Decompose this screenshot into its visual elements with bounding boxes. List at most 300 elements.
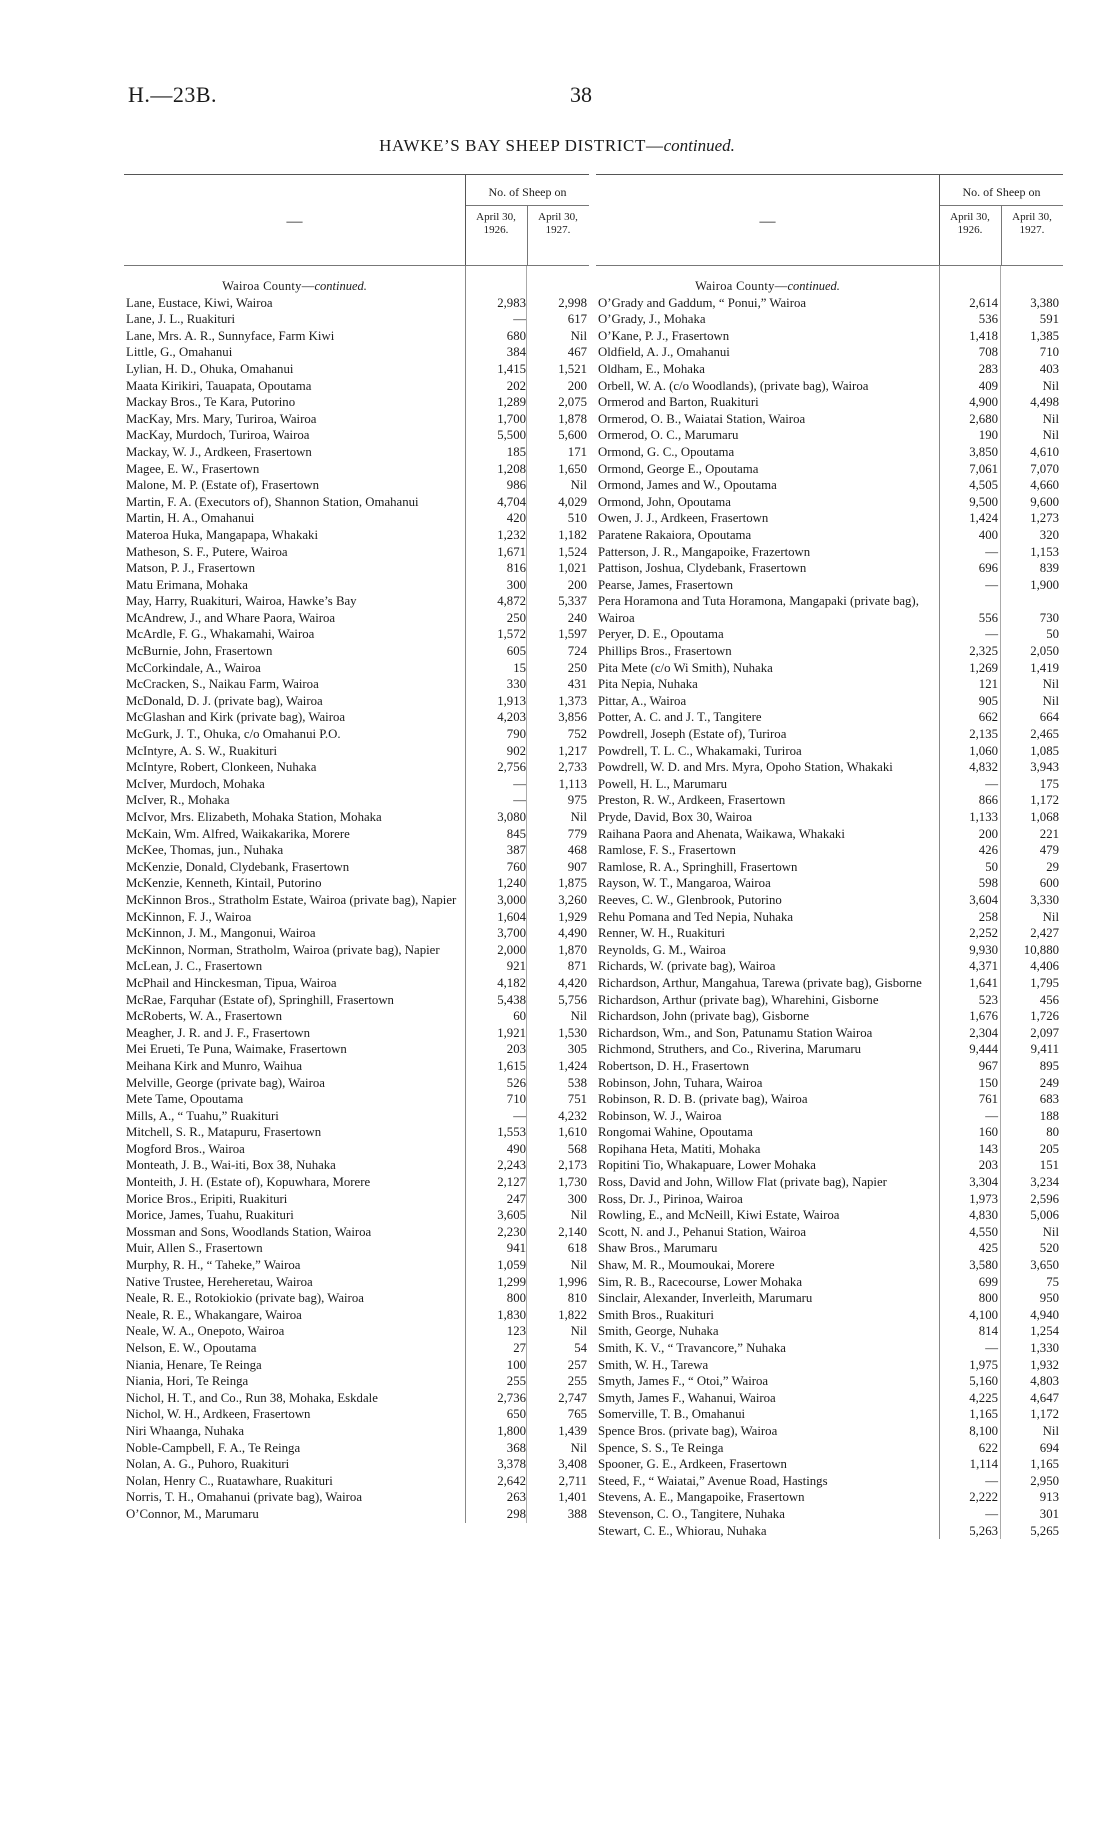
table-row <box>124 1357 589 1374</box>
sheep-count-1926: 2,252 <box>969 926 998 941</box>
sheep-count-1927: 75 <box>1046 1274 1059 1289</box>
sheep-count-1926: 9,500 <box>969 494 998 509</box>
owner-name: O’Connor, M., Marumaru <box>126 1506 259 1521</box>
table-row <box>124 826 589 843</box>
owner-name: Mackay Bros., Te Kara, Putorino <box>126 395 296 410</box>
sheep-count-1927: 4,803 <box>1030 1374 1059 1389</box>
county-heading: Wairoa County—continued. <box>695 279 840 293</box>
sheep-count-1926: 1,208 <box>497 461 526 476</box>
sheep-count-1926: — <box>985 544 998 559</box>
owner-name: Nolan, A. G., Puhoro, Ruakituri <box>126 1457 290 1472</box>
sheep-count-1927: 1,439 <box>558 1423 587 1438</box>
owner-name: Peryer, D. E., Opoutama <box>598 627 724 642</box>
owner-name: Rowling, E., and McNeill, Kiwi Estate, Wairoa <box>598 1208 840 1223</box>
table-row <box>124 1456 589 1473</box>
owner-name: McAndrew, J., and Whare Paora, Wairoa <box>126 610 336 625</box>
sheep-count-1927: Nil <box>1042 677 1059 692</box>
owner-name: Sinclair, Alexander, Inverleith, Marumaru <box>598 1291 813 1306</box>
sheep-count-1926: — <box>985 1108 998 1123</box>
table-row <box>124 527 589 544</box>
table-row <box>596 1423 1063 1440</box>
owner-name: MacKay, Murdoch, Turiroa, Wairoa <box>126 428 310 443</box>
table-row <box>124 593 589 610</box>
table-header <box>124 174 589 266</box>
sheep-count-1926: 1,060 <box>969 743 998 758</box>
sheep-count-1926: — <box>513 1108 526 1123</box>
owner-name: Pita Mete (c/o Wi Smith), Nuhaka <box>598 660 773 675</box>
sheep-count-1927: 4,940 <box>1030 1307 1059 1322</box>
sheep-count-1927: 600 <box>1039 876 1059 891</box>
sheep-count-1927: 1,373 <box>558 693 587 708</box>
table-row <box>596 510 1063 527</box>
table-row <box>596 1473 1063 1490</box>
sheep-count-1926: 866 <box>978 793 998 808</box>
sheep-count-1926: 100 <box>506 1357 526 1372</box>
sheep-count-1927: 3,650 <box>1030 1258 1059 1273</box>
sheep-count-1926: 1,424 <box>969 511 998 526</box>
sheep-count-1927: 479 <box>1039 843 1059 858</box>
table-row <box>124 1207 589 1224</box>
owner-name: Richardson, Arthur (private bag), Wharehini, Gisborne <box>598 992 879 1007</box>
col-1926-header: April 30, 1926. <box>950 211 990 236</box>
sheep-count-1927: Nil <box>570 478 587 493</box>
sheep-count-1926: 123 <box>506 1324 526 1339</box>
sheep-count-1927: 3,234 <box>1030 1175 1059 1190</box>
sheep-count-1926: 387 <box>506 843 526 858</box>
sheep-count-1926: 1,975 <box>969 1357 998 1372</box>
owner-name: Smith, K. V., “ Travancore,” Nuhaka <box>598 1341 786 1355</box>
owner-name: McKinnon, F. J., Wairoa <box>126 909 252 924</box>
owner-name: Rayson, W. T., Mangaroa, Wairoa <box>598 876 771 891</box>
sheep-count-1927: 1,165 <box>1030 1457 1059 1472</box>
sheep-count-1926: 3,850 <box>969 444 998 459</box>
owner-name: Phillips Bros., Frasertown <box>598 644 732 659</box>
owner-name: McPhail and Hinckesman, Tipua, Wairoa <box>126 975 337 990</box>
owner-name: Reynolds, G. M., Wairoa <box>598 942 726 957</box>
sheep-count-1926: 941 <box>506 1241 526 1256</box>
sheep-count-1927: 456 <box>1039 992 1059 1007</box>
table-row <box>124 792 589 809</box>
sheep-count-1926: 3,580 <box>969 1258 998 1273</box>
sheep-count-1926: 2,127 <box>497 1175 526 1190</box>
sheep-count-1927: 810 <box>567 1291 587 1306</box>
owner-name: Robinson, R. D. B. (private bag), Wairoa <box>598 1092 808 1107</box>
sheep-count-1927: 765 <box>567 1407 587 1422</box>
owner-name: Spooner, G. E., Ardkeen, Frasertown <box>598 1457 787 1472</box>
sheep-count-1926: 300 <box>506 577 526 592</box>
owner-name: Pattison, Joshua, Clydebank, Frasertown <box>598 561 807 576</box>
owner-name: McRae, Farquhar (Estate of), Springhill, Frasertown <box>126 992 394 1007</box>
sheep-count-1926: 4,900 <box>969 395 998 410</box>
owner-name: Paratene Rakaiora, Opoutama <box>598 527 752 542</box>
owner-name: Nelson, E. W., Opoutama <box>126 1341 257 1355</box>
table-row <box>124 1274 589 1291</box>
sheep-count-1927: 617 <box>567 312 587 327</box>
sheep-count-1927: 5,600 <box>558 428 587 443</box>
owner-name: Robinson, John, Tuhara, Wairoa <box>598 1075 763 1090</box>
table-row <box>124 1075 589 1092</box>
sheep-count-1927: 175 <box>1039 776 1059 791</box>
sheep-count-1926: 845 <box>506 826 526 841</box>
sheep-count-1927: 4,498 <box>1030 395 1059 410</box>
owner-name: Oldfield, A. J., Omahanui <box>598 345 730 360</box>
owner-name: Monteith, J. H. (Estate of), Kopuwhara, Morere <box>126 1175 371 1190</box>
sheep-count-1926: 202 <box>506 378 526 393</box>
table-row <box>596 1240 1063 1257</box>
sheep-count-1926: 5,160 <box>969 1374 998 1389</box>
sheep-count-1926: 1,604 <box>497 909 526 924</box>
sheep-count-1927: 1,597 <box>558 627 587 642</box>
table-row <box>124 1191 589 1208</box>
sheep-count-1927: 4,610 <box>1030 444 1059 459</box>
table-row <box>596 544 1063 561</box>
table-row <box>596 875 1063 892</box>
sheep-count-1926: 662 <box>978 710 998 725</box>
owner-name: Richards, W. (private bag), Wairoa <box>598 959 776 974</box>
sheep-count-1927: 9,600 <box>1030 494 1059 509</box>
sheep-count-1927: 975 <box>567 793 587 808</box>
sheep-count-1927: Nil <box>570 1258 587 1273</box>
owner-name: Smith, George, Nuhaka <box>598 1324 719 1339</box>
sheep-count-1927: 730 <box>1039 610 1059 625</box>
sheep-count-1927: 2,596 <box>1030 1191 1059 1206</box>
owner-name: Meihana Kirk and Munro, Waihua <box>126 1058 303 1073</box>
sheep-count-1927: 200 <box>567 378 587 393</box>
sheep-count-1927: Nil <box>1042 693 1059 708</box>
sheep-count-1926: 2,983 <box>497 295 526 310</box>
table-row <box>124 1440 589 1457</box>
sheep-count-1926: 5,438 <box>497 992 526 1007</box>
owner-name: Morice Bros., Eripiti, Ruakituri <box>126 1191 288 1206</box>
sheep-count-1926: 190 <box>978 428 998 443</box>
sheep-count-1926: 258 <box>978 909 998 924</box>
sheep-count-1927: 205 <box>1039 1141 1059 1156</box>
table-row <box>596 411 1063 428</box>
table-row <box>596 942 1063 959</box>
owner-name: Lane, J. L., Ruakituri <box>126 312 236 327</box>
sheep-count-1927: 3,856 <box>558 710 587 725</box>
sheep-count-1927: 467 <box>567 345 587 360</box>
owner-name: McArdle, F. G., Whakamahi, Wairoa <box>126 627 315 642</box>
sheep-count-1927: 1,113 <box>558 776 587 791</box>
sheep-count-1927: 1,085 <box>1030 743 1059 758</box>
sheep-count-1926: 4,203 <box>497 710 526 725</box>
sheep-count-1926: 986 <box>506 478 526 493</box>
owner-column-header: — <box>286 213 303 230</box>
sheep-count-1927: 950 <box>1039 1291 1059 1306</box>
sheep-count-1926: 556 <box>978 610 998 625</box>
sheep-count-1926: 1,641 <box>969 975 998 990</box>
table-row <box>596 743 1063 760</box>
sheep-count-1927: 913 <box>1039 1490 1059 1505</box>
sheep-count-1926: 143 <box>978 1141 998 1156</box>
table-row <box>124 394 589 411</box>
sheep-count-1926: 250 <box>506 610 526 625</box>
table-row <box>596 1141 1063 1158</box>
table-row <box>124 1157 589 1174</box>
owner-name: Monteath, J. B., Wai-iti, Box 38, Nuhaka <box>126 1158 336 1173</box>
owner-name: McGurk, J. T., Ohuka, c/o Omahanui P.O. <box>126 727 341 742</box>
table-row <box>124 875 589 892</box>
sheep-count-1927: 3,943 <box>1030 760 1059 775</box>
sheep-count-1926: 27 <box>513 1341 526 1355</box>
owner-name: McIver, Murdoch, Mohaka <box>126 776 265 791</box>
owner-name: Stewart, C. E., Whiorau, Nuhaka <box>598 1523 767 1538</box>
table-row <box>124 577 589 594</box>
table-row <box>124 1141 589 1158</box>
owner-name: McIver, R., Mohaka <box>126 793 230 808</box>
sheep-count-1927: 200 <box>567 577 587 592</box>
table-row <box>124 942 589 959</box>
owner-name: Powell, H. L., Marumaru <box>598 776 728 791</box>
table-row <box>596 361 1063 378</box>
sheep-count-1927: 694 <box>1039 1440 1059 1455</box>
owner-name: Smyth, James F., “ Otoi,” Wairoa <box>598 1374 769 1389</box>
sheep-count-1926: 3,304 <box>969 1175 998 1190</box>
sheep-count-1926: 526 <box>506 1075 526 1090</box>
table-row <box>596 311 1063 328</box>
sheep-count-1926: 605 <box>506 644 526 659</box>
sheep-count-1926: 4,100 <box>969 1307 998 1322</box>
sheep-count-1927: Nil <box>1042 1224 1059 1239</box>
sheep-count-1926: 800 <box>506 1291 526 1306</box>
owner-name: Matheson, S. F., Putere, Wairoa <box>126 544 288 559</box>
sheep-count-1927: Nil <box>1042 378 1059 393</box>
table-row <box>596 577 1063 594</box>
sheep-count-1926: 3,700 <box>497 926 526 941</box>
owner-name: Martin, F. A. (Executors of), Shannon Station, Omahanui <box>126 494 419 509</box>
sheep-count-1927: 1,650 <box>558 461 587 476</box>
sheep-count-1927: 1,401 <box>558 1490 587 1505</box>
owner-name: Ormond, James and W., Opoutama <box>598 478 777 493</box>
sheep-count-1926: 2,135 <box>969 727 998 742</box>
table-row <box>124 759 589 776</box>
sheep-count-1927: 839 <box>1039 561 1059 576</box>
table-row <box>596 1207 1063 1224</box>
sheep-count-1927: 779 <box>567 826 587 841</box>
sheep-count-1927: 403 <box>1039 361 1059 376</box>
sheep-count-1926: 4,704 <box>497 494 526 509</box>
sheep-count-1927: 4,420 <box>558 975 587 990</box>
sheep-count-1927: 1,385 <box>1030 328 1059 343</box>
table-row <box>596 759 1063 776</box>
table-row <box>596 477 1063 494</box>
owner-column-header: — <box>759 213 776 230</box>
table-row <box>596 444 1063 461</box>
sheep-count-1927: 1,870 <box>558 942 587 957</box>
owner-name: Sim, R. B., Racecourse, Lower Mohaka <box>598 1274 802 1289</box>
owner-name: McGlashan and Kirk (private bag), Wairoa <box>126 710 346 725</box>
owner-name: Lane, Eustace, Kiwi, Wairoa <box>126 295 273 310</box>
sheep-count-1927: 2,711 <box>558 1473 587 1488</box>
sheep-count-1927: 1,530 <box>558 1025 587 1040</box>
table-row <box>596 1290 1063 1307</box>
sheep-count-1927: 510 <box>567 511 587 526</box>
col-1927-header: April 30, 1927. <box>527 205 588 265</box>
table-row <box>124 626 589 643</box>
sheep-count-1926: 5,500 <box>497 428 526 443</box>
table-row <box>124 1174 589 1191</box>
sheep-count-1927: 1,330 <box>1030 1341 1059 1355</box>
owner-name: Ramlose, R. A., Springhill, Frasertown <box>598 859 798 874</box>
table-row <box>124 1041 589 1058</box>
sheep-count-header <box>939 175 1063 265</box>
owner-name: Neale, R. E., Whakangare, Wairoa <box>126 1307 302 1322</box>
table-row <box>124 1423 589 1440</box>
sheep-count-1926: — <box>985 1473 998 1488</box>
owner-name: Richmond, Struthers, and Co., Riverina, Marumaru <box>598 1042 862 1057</box>
sheep-count-1927: Nil <box>1042 428 1059 443</box>
sheep-count-1927: 1,730 <box>558 1175 587 1190</box>
sheep-count-1926: 2,736 <box>497 1390 526 1405</box>
sheep-count-1926: 1,800 <box>497 1423 526 1438</box>
sheep-count-1926: 330 <box>506 677 526 692</box>
owner-name: Steed, F., “ Waiatai,” Avenue Road, Hastings <box>598 1473 828 1488</box>
table-row <box>124 1406 589 1423</box>
owner-name: Native Trustee, Hereheretau, Wairoa <box>126 1274 313 1289</box>
sheep-count-1926: — <box>985 1506 998 1521</box>
owner-name: Magee, E. W., Frasertown <box>126 461 260 476</box>
sheep-count-1927: Nil <box>570 1009 587 1024</box>
sheep-count-1927: 520 <box>1039 1241 1059 1256</box>
sheep-count-1927: 80 <box>1046 1125 1059 1140</box>
sheep-count-1927: 1,521 <box>558 361 587 376</box>
sheep-count-1927: 250 <box>567 660 587 675</box>
sheep-count-1927: 2,733 <box>558 760 587 775</box>
sheep-count-1926: 1,830 <box>497 1307 526 1322</box>
table-row <box>596 1124 1063 1141</box>
owner-name: Morice, James, Tuahu, Ruakituri <box>126 1208 294 1223</box>
table-row <box>596 925 1063 942</box>
owner-name: Somerville, T. B., Omahanui <box>598 1407 746 1422</box>
owner-name: Pera Horamona and Tuta Horamona, Mangapaki (private bag), Wairoa <box>598 594 919 625</box>
table-row <box>124 444 589 461</box>
sheep-count-1926: 1,913 <box>497 693 526 708</box>
page-number: 38 <box>570 82 592 107</box>
owner-name: Scott, N. and J., Pehanui Station, Wairoa <box>598 1224 807 1239</box>
sheep-count-1927: 2,075 <box>558 395 587 410</box>
sheep-count-1927: 1,172 <box>1030 793 1059 808</box>
table-row <box>596 527 1063 544</box>
sheep-count-1927: 1,273 <box>1030 511 1059 526</box>
owner-name: McLean, J. C., Frasertown <box>126 959 263 974</box>
owner-name: Neale, W. A., Onepoto, Wairoa <box>126 1324 285 1339</box>
sheep-count-1927: Nil <box>570 328 587 343</box>
table-row <box>596 378 1063 395</box>
sheep-count-1926: — <box>985 776 998 791</box>
owner-name: Maata Kirikiri, Tauapata, Opoutama <box>126 378 312 393</box>
sheep-count-1926: 2,680 <box>969 411 998 426</box>
owner-name: Niania, Henare, Te Reinga <box>126 1357 262 1372</box>
sheep-count-1926: 2,243 <box>497 1158 526 1173</box>
sheep-count-1926: 1,240 <box>497 876 526 891</box>
owner-name: Robertson, D. H., Frasertown <box>598 1058 750 1073</box>
owner-name: Nichol, H. T., and Co., Run 38, Mohaka, Eskdale <box>126 1390 378 1405</box>
sheep-count-1926: 185 <box>506 444 526 459</box>
sheep-count-1927: 4,029 <box>558 494 587 509</box>
sheep-count-1927: 683 <box>1039 1092 1059 1107</box>
table-row <box>124 1506 589 1523</box>
sheep-count-1927: 10,880 <box>1023 942 1059 957</box>
sheep-count-1926: 2,325 <box>969 644 998 659</box>
owner-name: McCorkindale, A., Wairoa <box>126 660 261 675</box>
sheep-count-1926: 814 <box>978 1324 998 1339</box>
sheep-count-1926: 699 <box>978 1274 998 1289</box>
sheep-count-1926: 121 <box>978 677 998 692</box>
owner-name: Ropitini Tio, Whakapuare, Lower Mohaka <box>598 1158 816 1173</box>
col-1927-header: April 30, 1927. <box>1001 205 1062 265</box>
table-row <box>124 726 589 743</box>
table-row <box>124 1290 589 1307</box>
table-row <box>596 626 1063 643</box>
sheep-count-1926: 4,832 <box>969 760 998 775</box>
sheep-count-1927: 3,408 <box>558 1457 587 1472</box>
owner-name: Melville, George (private bag), Wairoa <box>126 1075 325 1090</box>
sheep-count-1926: 368 <box>506 1440 526 1455</box>
owner-name: McKinnon Bros., Stratholm Estate, Wairoa (private bag), Napier <box>126 892 457 907</box>
table-row <box>596 1191 1063 1208</box>
sheep-count-1926: 1,921 <box>497 1025 526 1040</box>
owner-name: Oldham, E., Mohaka <box>598 361 705 376</box>
owner-name: Shaw, M. R., Moumoukai, Morere <box>598 1258 775 1273</box>
table-row <box>124 560 589 577</box>
sheep-count-title: No. of Sheep on <box>962 185 1041 199</box>
owner-name: Mossman and Sons, Woodlands Station, Wairoa <box>126 1224 372 1239</box>
sheep-count-1926: 680 <box>506 328 526 343</box>
table-row <box>124 958 589 975</box>
table-row <box>596 892 1063 909</box>
table-body <box>596 278 1063 1539</box>
left-column-table <box>124 174 589 1523</box>
owner-name: Mackay, W. J., Ardkeen, Frasertown <box>126 444 312 459</box>
sheep-count-1927: 7,070 <box>1030 461 1059 476</box>
table-row <box>596 1390 1063 1407</box>
sheep-count-1926: 2,222 <box>969 1490 998 1505</box>
table-row <box>124 544 589 561</box>
sheep-count-1927: 3,380 <box>1030 295 1059 310</box>
table-row <box>596 1489 1063 1506</box>
table-row <box>124 975 589 992</box>
owner-name: Powdrell, W. D. and Mrs. Myra, Opoho Station, Whakaki <box>598 760 893 775</box>
table-row <box>124 411 589 428</box>
table-row <box>124 809 589 826</box>
owner-name: Mills, A., “ Tuahu,” Ruakituri <box>126 1108 279 1123</box>
owner-name: Nolan, Henry C., Ruatawhare, Ruakituri <box>126 1473 333 1488</box>
sheep-count-1926: 1,676 <box>969 1009 998 1024</box>
sheep-count-1926: 203 <box>978 1158 998 1173</box>
sheep-count-1927: 2,950 <box>1030 1473 1059 1488</box>
owner-name: Lane, Mrs. A. R., Sunnyface, Farm Kiwi <box>126 328 335 343</box>
sheep-count-1927: 1,878 <box>558 411 587 426</box>
owner-name: Stevenson, C. O., Tangitere, Nuhaka <box>598 1506 785 1521</box>
table-header <box>596 174 1063 266</box>
sheep-count-1927: 2,465 <box>1030 727 1059 742</box>
sheep-count-1926: 1,059 <box>497 1258 526 1273</box>
table-row <box>596 1357 1063 1374</box>
sheep-count-1926: 760 <box>506 859 526 874</box>
sheep-count-1927: Nil <box>1042 1423 1059 1438</box>
table-row <box>124 295 589 312</box>
table-row <box>124 842 589 859</box>
table-row <box>124 1224 589 1241</box>
sheep-count-1927: 1,929 <box>558 909 587 924</box>
sheep-count-1927: 29 <box>1046 859 1059 874</box>
sheep-count-1927: Nil <box>570 1208 587 1223</box>
owner-name: Ormond, John, Opoutama <box>598 494 731 509</box>
sheep-count-1927: 752 <box>567 727 587 742</box>
sheep-count-1926: 2,230 <box>497 1224 526 1239</box>
sheep-count-1927: 4,647 <box>1030 1390 1059 1405</box>
